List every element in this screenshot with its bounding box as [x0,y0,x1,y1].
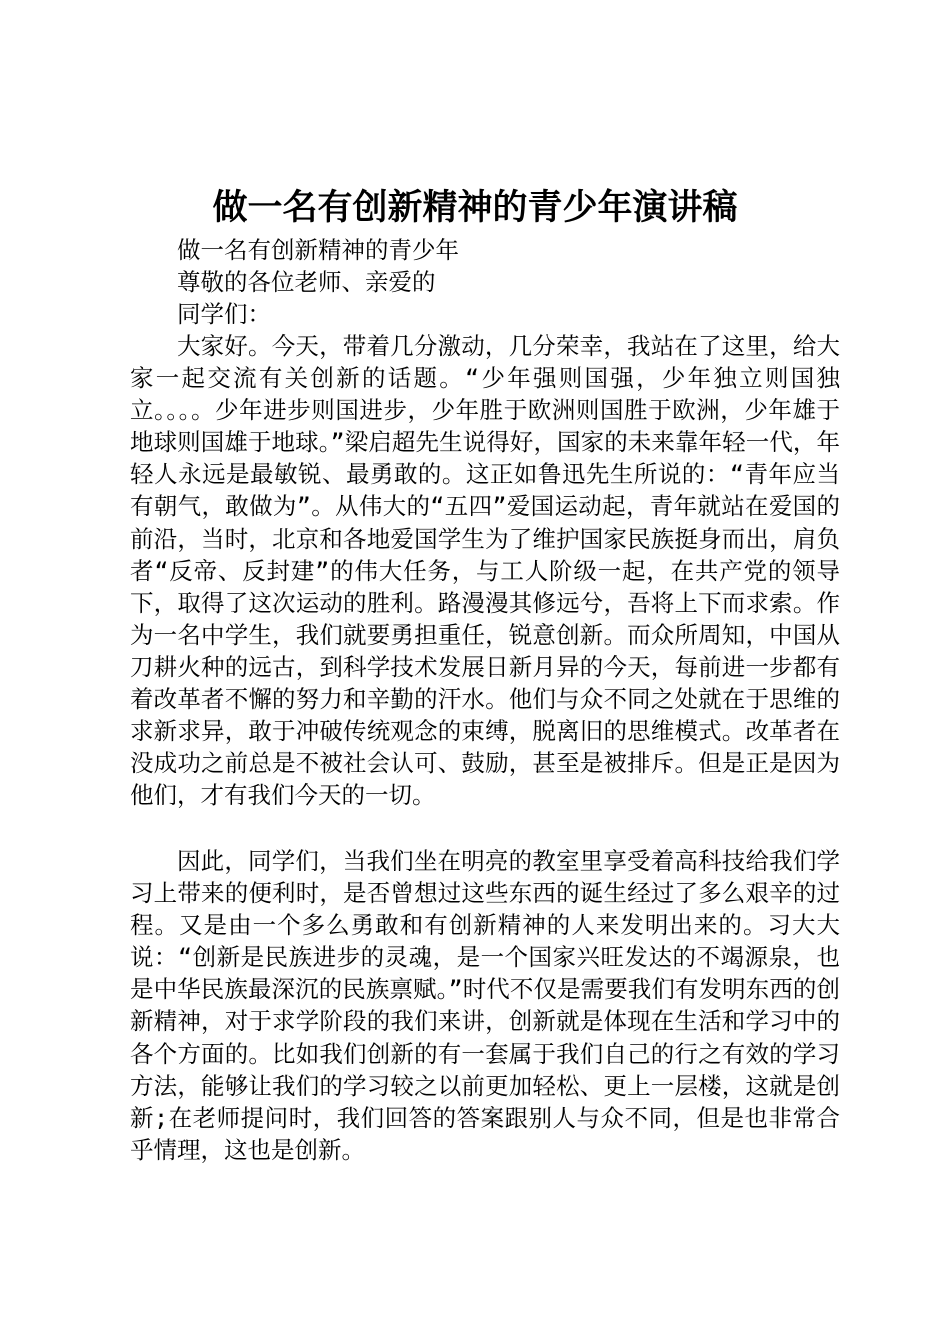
document-title: 做一名有创新精神的青少年演讲稿 [212,187,738,228]
intro-line-subtitle: 做一名有创新精神的青少年 [177,236,459,264]
body-paragraph: 因此，同学们，当我们坐在明亮的教室里享受着高科技给我们学习上带来的便利时，是否曾想过这些东西的诞生经过了多么艰辛的过程。又是由一个多么勇敢和有创新精神的人来发明出来的。习大大说：“创新是民族进步的灵魂，是一个国家兴旺发达的不竭源泉，也是中华民族最深沉的民族禀赋。”时代不仅是需要我们有发明东西的创新精神，对于求学阶段的我们来讲，创新就是体现在生活和学习中的各个方面的。比如我们创新的有一套属于我们自己的行之有效的学习方法，能够让我们的学习较之以前更加轻松、更上一层楼，这就是创新;在老师提问时，我们回答的答案跟别人与众不同，但是也非常合乎情理，这也是创新。 [130,847,840,1164]
intro-block [130,234,840,330]
paragraph-block-1 [130,330,840,811]
intro-line-salutation: 尊敬的各位老师、亲爱的 [177,268,436,297]
body-paragraph: 大家好。今天，带着几分激动，几分荣幸，我站在了这里，给大家一起交流有关创新的话题。“少年强则国强，少年独立则国独立。。。。少年进步则国进步，少年胜于欧洲则国胜于欧洲，少年雄于地球则国雄于地球。”梁启超先生说得好，国家的未来靠年轻一代，年轻人永远是最敏锐、最勇敢的。这正如鲁迅先生所说的：“青年应当有朝气，敢做为”。从伟大的“五四”爱国运动起，青年就站在爱国的前沿，当时，北京和各地爱国学生为了维护国家民族挺身而出，肩负者“反帝、反封建”的伟大任务，与工人阶级一起，在共产党的领导下，取得了这次运动的胜利。路漫漫其修远兮，吾将上下而求索。作为一名中学生，我们就要勇担重任，锐意创新。而众所周知，中国从刀耕火种的远古，到科学技术发展日新月异的今天，每前进一步都有着改革者不懈的努力和辛勤的汗水。他们与众不同之处就在于思维的求新求异，敢于冲破传统观念的束缚，脱离旧的思维模式。改革者在没成功之前总是不被社会认可、鼓励，甚至是被排斥。但是正是因为他们，才有我们今天的一切。 [130,332,840,810]
intro-line-addressee: 同学们： [177,300,271,329]
paragraph-block-2 [130,845,840,1166]
